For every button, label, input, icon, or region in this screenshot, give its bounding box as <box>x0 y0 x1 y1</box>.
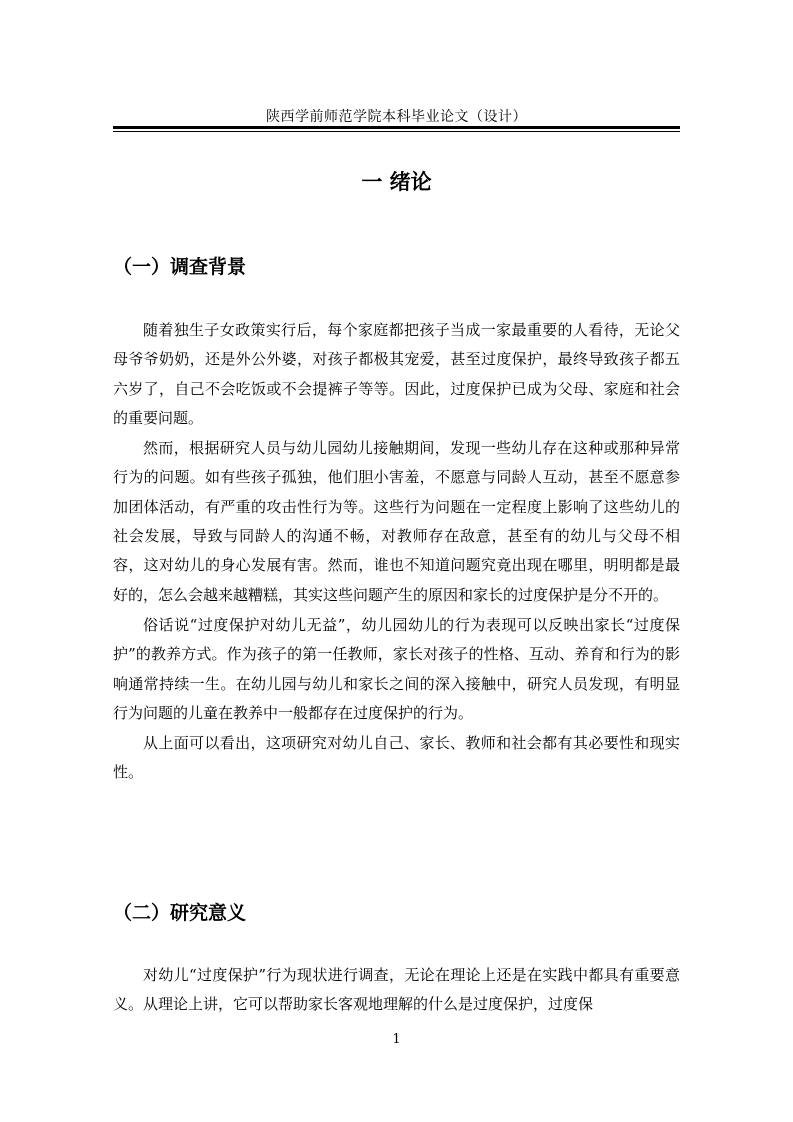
paragraph: 随着独生子女政策实行后，每个家庭都把孩子当成一家最重要的人看待，无论父母爷爷奶奶，还是外公外婆，对孩子都极其宠爱，甚至过度保护，最终导致孩子都五六岁了，自己不会吃饭或不会提裤子等等。因此，过度保护已成为父母、家庭和社会的重要问题。 <box>113 321 680 427</box>
section-body-significance <box>113 961 680 1021</box>
paragraph: 对幼儿“过度保护”行为现状进行调查，无论在理论上还是在实践中都具有重要意义。从理论上讲，它可以帮助家长客观地理解的什么是过度保护，过度保 <box>113 966 680 1014</box>
page-number: 1 <box>392 1032 401 1047</box>
section-heading-significance: （二）研究意义 <box>113 902 247 924</box>
chapter-title: 一 绪论 <box>361 170 432 194</box>
running-header: 陕西学前师范学院本科毕业论文（设计） <box>266 109 527 125</box>
header-rule-thick <box>113 126 680 129</box>
section-heading-background: （一）调查背景 <box>113 256 247 278</box>
paragraph: 俗话说“过度保护对幼儿无益”，幼儿园幼儿的行为表现可以反映出家长“过度保护”的教养方式。作为孩子的第一任教师，家长对孩子的性格、互动、养育和行为的影响通常持续一生。在幼儿园与幼儿和家长之间的深入接触中，研究人员发现，有明显行为问题的儿童在教养中一般都存在过度保护的行为。 <box>113 615 680 722</box>
section-body-background <box>113 316 680 789</box>
paragraph: 从上面可以看出，这项研究对幼儿自己、家长、教师和社会都有其必要性和现实性。 <box>113 734 680 782</box>
paragraph: 然而，根据研究人员与幼儿园幼儿接触期间，发现一些幼儿存在这种或那种异常行为的问题。如有些孩子孤独，他们胆小害羞，不愿意与同龄人互动，甚至不愿意参加团体活动，有严重的攻击性行为等。这些行为问题在一定程度上影响了这些幼儿的社会发展，导致与同龄人的沟通不畅，对教师存在敌意，甚至有的幼儿与父母不相容，这对幼儿的身心发展有害。然而，谁也不知道问题究竟出现在哪里，明明都是最好的，怎么会越来越糟糕，其实这些问题产生的原因和家长的过度保护是分不开的。 <box>113 439 680 604</box>
header-rule-thin <box>113 131 680 132</box>
